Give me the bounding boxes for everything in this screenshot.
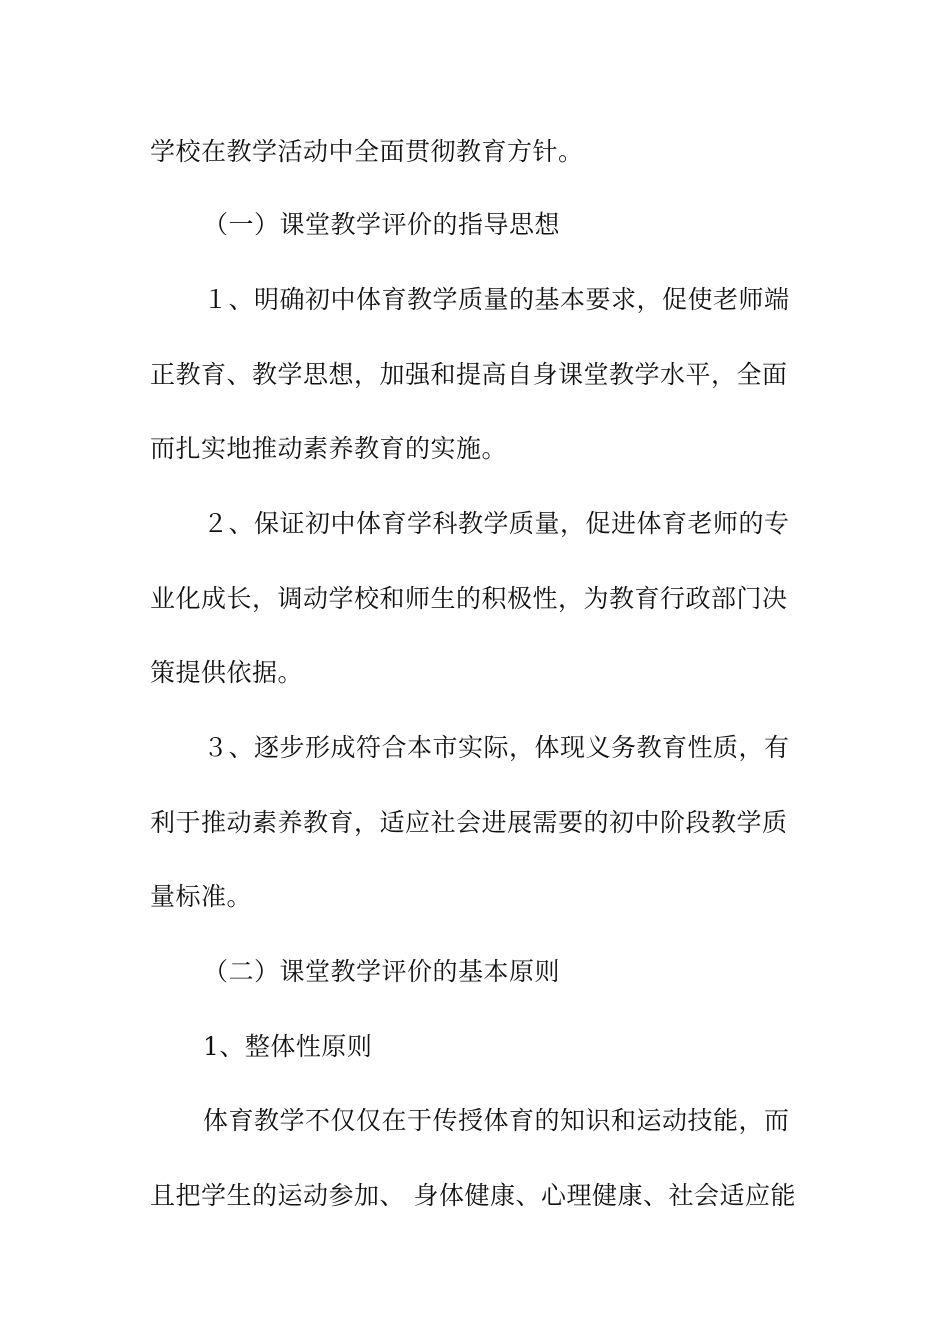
paragraph-line-14: 体育教学不仅仅在于传授体育的知识和运动技能，而: [203, 1106, 790, 1135]
section-heading-1: （一）课堂教学评价的指导思想: [203, 210, 561, 239]
paragraph-line-15: 且把学生的运动参加、 身体健康、心理健康、社会适应能: [150, 1181, 796, 1210]
paragraph-line-9: ３、逐步形成符合本市实际，体现义务教育性质，有: [203, 733, 790, 762]
paragraph-line-4: 正教育、教学思想，加强和提高自身课堂教学水平，全面: [150, 360, 788, 389]
paragraph-line-5: 而扎实地推动素养教育的实施。: [150, 434, 508, 463]
paragraph-line-7: 业化成长，调动学校和师生的积极性，为教育行政部门决: [150, 584, 788, 613]
paragraph-line-10: 利于推动素养教育，适应社会进展需要的初中阶段教学质: [150, 808, 788, 837]
subsection-heading: 1、整体性原则: [203, 1032, 373, 1061]
section-heading-2: （二）课堂教学评价的基本原则: [203, 957, 561, 986]
paragraph-line-8: 策提供依据。: [150, 658, 304, 687]
paragraph-line-1: 学校在教学活动中全面贯彻教育方针。: [150, 137, 584, 166]
paragraph-line-3: １、明确初中体育教学质量的基本要求，促使老师端: [203, 285, 790, 314]
paragraph-line-6: ２、保证初中体育学科教学质量，促进体育老师的专: [203, 509, 790, 538]
paragraph-line-11: 量标准。: [150, 882, 253, 911]
